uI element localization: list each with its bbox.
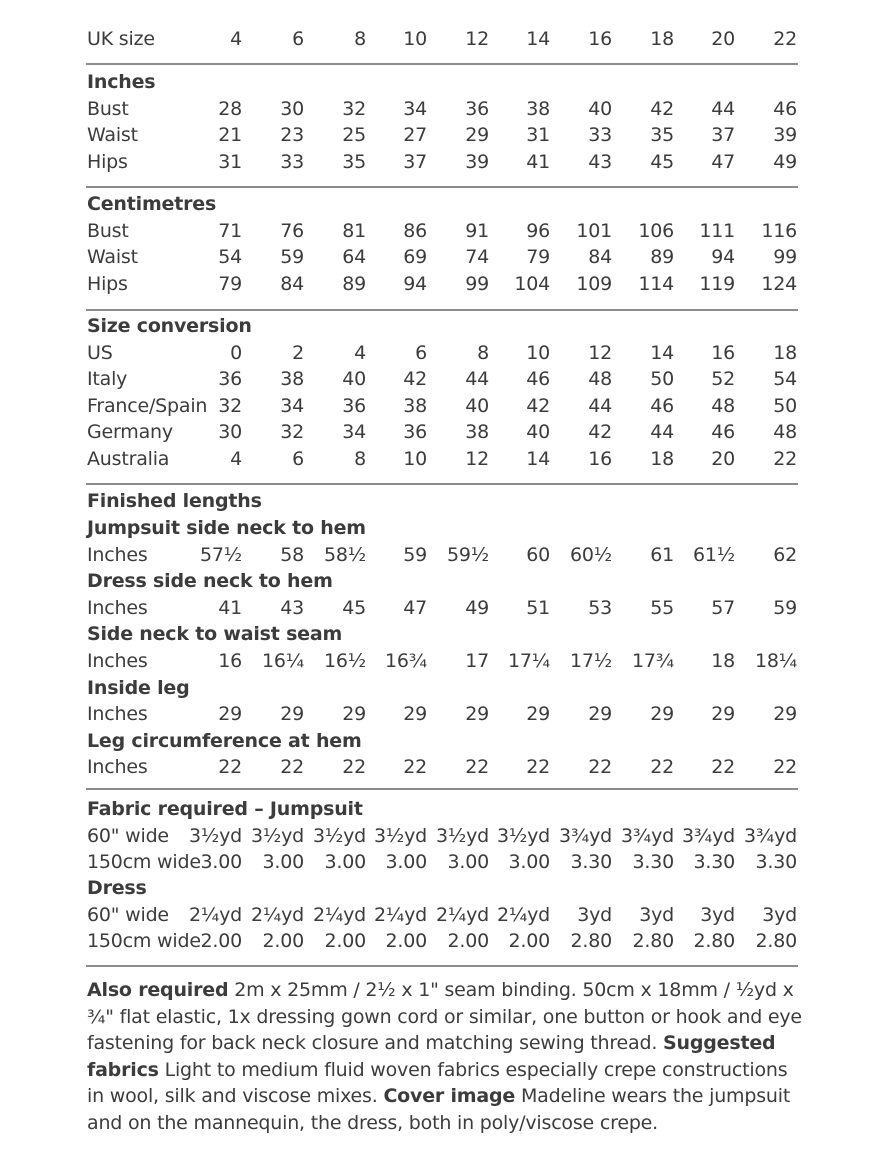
finished-row-cell: 22 <box>465 756 489 779</box>
finished-row-cell: 62 <box>773 543 797 566</box>
finished-row-cell: 16½ <box>324 650 366 672</box>
inches-row-cell: 43 <box>588 150 612 173</box>
conversion-row-cell: 46 <box>711 421 735 444</box>
uk-size-header-cell: 16 <box>588 28 612 50</box>
conversion-row-cell: 34 <box>280 394 304 417</box>
centimetres-row-cell: 116 <box>761 219 797 242</box>
fabric-dress-row-cell: 3yd <box>639 903 674 926</box>
centimetres-row-cell: 81 <box>342 219 366 242</box>
conversion-row-cell: 38 <box>280 368 304 391</box>
row-label: Waist <box>87 124 138 147</box>
fabric-jumpsuit-row-cell: 3.00 <box>385 851 427 874</box>
conversion-row-cell: 30 <box>218 421 242 444</box>
section-title-size-conversion: Size conversion <box>87 315 252 337</box>
uk-size-header-cell: 20 <box>711 28 735 50</box>
fabric-dress-row-cell: 2.80 <box>570 930 612 953</box>
inches-row-cell: 35 <box>342 150 366 173</box>
inches-row-cell: 33 <box>280 150 304 173</box>
finished-row-cell: 41 <box>218 596 242 619</box>
row-label: 60" wide <box>87 824 169 847</box>
inches-row-cell: 37 <box>403 150 427 173</box>
row-label: Inches <box>87 596 148 619</box>
finished-row-cell: 60½ <box>570 543 612 566</box>
inches-row-cell: 36 <box>465 97 489 120</box>
centimetres-row-cell: 114 <box>638 272 674 295</box>
finished-row-cell: 22 <box>403 756 427 779</box>
row-label: Inches <box>87 650 148 672</box>
finished-row-cell: 17½ <box>570 650 612 672</box>
conversion-row-cell: 14 <box>650 341 674 364</box>
conversion-row-cell: 40 <box>465 394 489 417</box>
finished-row-cell: 49 <box>465 596 489 619</box>
centimetres-row-cell: 119 <box>699 272 735 295</box>
finished-row-cell: 29 <box>773 703 797 726</box>
row-label: Germany <box>87 421 173 444</box>
finished-row-cell: 22 <box>650 756 674 779</box>
conversion-row-cell: 52 <box>711 368 735 391</box>
fabric-jumpsuit-row-cell: 3.00 <box>324 851 366 874</box>
fabric-jumpsuit-row-cell: 3.00 <box>447 851 489 874</box>
conversion-row-cell: 48 <box>711 394 735 417</box>
conversion-row-cell: 8 <box>354 448 366 470</box>
centimetres-row-cell: 99 <box>465 272 489 295</box>
fabric-jumpsuit-row-cell: 3¾yd <box>681 824 735 847</box>
finished-row-cell: 29 <box>526 703 550 726</box>
fabric-dress-row-cell: 2¼yd <box>373 903 427 926</box>
conversion-row-cell: 48 <box>588 368 612 391</box>
finished-row-cell: 45 <box>342 596 366 619</box>
section-title-finished-lengths: Finished lengths <box>87 490 262 512</box>
fabric-dress-row-cell: 2¼yd <box>496 903 550 926</box>
fabric-jumpsuit-row-cell: 3½yd <box>188 824 242 847</box>
conversion-row-cell: 50 <box>650 368 674 391</box>
finished-row-cell: 17¾ <box>632 650 674 672</box>
uk-size-header-cell: 18 <box>650 28 674 50</box>
finished-row-cell: 29 <box>218 703 242 726</box>
finished-row-cell: 43 <box>280 596 304 619</box>
fabric-jumpsuit-row-cell: 3.00 <box>508 851 550 874</box>
also-required-text: 2m x 25mm / 2½ x 1" seam binding. 50cm x 18mm / ½yd x ¾" flat elastic, 1x dressing gown cord or similar, one button or hook and eye fastening for back neck closure and matching sewing thread. <box>87 979 802 1054</box>
centimetres-row-cell: 94 <box>711 246 735 269</box>
fabric-dress-row-cell: 2.80 <box>632 930 674 953</box>
finished-row-cell: 58 <box>280 543 304 566</box>
divider <box>86 63 798 65</box>
finished-row-cell: 22 <box>280 756 304 779</box>
conversion-row-cell: 50 <box>773 394 797 417</box>
finished-row-cell: 59½ <box>447 543 489 566</box>
row-label: Bust <box>87 219 129 242</box>
inches-row-cell: 40 <box>588 97 612 120</box>
inches-row-cell: 21 <box>218 124 242 147</box>
centimetres-row-cell: 79 <box>218 272 242 295</box>
finished-row-cell: 22 <box>342 756 366 779</box>
inches-row-cell: 37 <box>711 124 735 147</box>
centimetres-row-cell: 54 <box>218 246 242 269</box>
centimetres-row-cell: 96 <box>526 219 550 242</box>
notes-paragraph <box>87 977 807 1136</box>
centimetres-row-cell: 111 <box>699 219 735 242</box>
centimetres-row-cell: 76 <box>280 219 304 242</box>
conversion-row-cell: 6 <box>415 341 427 364</box>
finished-row-cell: 22 <box>711 756 735 779</box>
inches-row-cell: 41 <box>526 150 550 173</box>
centimetres-row-cell: 109 <box>576 272 612 295</box>
fabric-jumpsuit-row-cell: 3.30 <box>693 851 735 874</box>
row-label: Hips <box>87 272 128 295</box>
centimetres-row-cell: 84 <box>280 272 304 295</box>
conversion-row-cell: 14 <box>526 448 550 470</box>
uk-size-header-cell: 12 <box>465 28 489 50</box>
fabric-jumpsuit-row-cell: 3.00 <box>200 851 242 874</box>
conversion-row-cell: 20 <box>711 448 735 470</box>
inches-row-cell: 42 <box>650 97 674 120</box>
conversion-row-cell: 32 <box>218 394 242 417</box>
fabric-dress-row-cell: 3yd <box>577 903 612 926</box>
conversion-row-cell: 40 <box>342 368 366 391</box>
centimetres-row-cell: 59 <box>280 246 304 269</box>
fabric-jumpsuit-row-cell: 3.30 <box>570 851 612 874</box>
centimetres-row-cell: 94 <box>403 272 427 295</box>
inches-row-cell: 32 <box>342 97 366 120</box>
conversion-row-cell: 44 <box>465 368 489 391</box>
fabric-dress-row-cell: 2¼yd <box>435 903 489 926</box>
row-label: Australia <box>87 448 170 470</box>
conversion-row-cell: 12 <box>588 341 612 364</box>
finished-row-cell: 53 <box>588 596 612 619</box>
inches-row-cell: 38 <box>526 97 550 120</box>
fabric-jumpsuit-row-cell: 3.30 <box>632 851 674 874</box>
conversion-row-cell: 46 <box>526 368 550 391</box>
fabric-jumpsuit-row-cell: 3¾yd <box>558 824 612 847</box>
divider <box>86 309 798 311</box>
finished-row-cell: 17 <box>465 650 489 672</box>
fabric-dress-row-cell: 3yd <box>762 903 797 926</box>
centimetres-row-cell: 71 <box>218 219 242 242</box>
inches-row-cell: 31 <box>526 124 550 147</box>
conversion-row-cell: 46 <box>650 394 674 417</box>
inches-row-cell: 30 <box>280 97 304 120</box>
suggested-fabrics-label: Suggested fabrics <box>87 1032 776 1081</box>
centimetres-row-cell: 86 <box>403 219 427 242</box>
conversion-row-cell: 36 <box>342 394 366 417</box>
fabric-jumpsuit-row-cell: 3½yd <box>496 824 550 847</box>
cover-image-label: Cover image <box>383 1085 516 1107</box>
measurement-heading: Inside leg <box>87 676 190 699</box>
measurement-heading: Leg circumference at hem <box>87 729 362 752</box>
inches-row-cell: 39 <box>773 124 797 147</box>
centimetres-row-cell: 124 <box>761 272 797 295</box>
inches-row-cell: 29 <box>465 124 489 147</box>
finished-row-cell: 55 <box>650 596 674 619</box>
fabric-jumpsuit-row-cell: 3½yd <box>250 824 304 847</box>
finished-row-cell: 29 <box>588 703 612 726</box>
finished-row-cell: 57 <box>711 596 735 619</box>
row-label: Inches <box>87 703 148 726</box>
finished-row-cell: 29 <box>711 703 735 726</box>
fabric-jumpsuit-row-cell: 3½yd <box>435 824 489 847</box>
finished-row-cell: 17¼ <box>508 650 550 672</box>
fabric-dress-row-cell: 2¼yd <box>312 903 366 926</box>
finished-row-cell: 22 <box>526 756 550 779</box>
fabric-dress-row-cell: 2¼yd <box>188 903 242 926</box>
finished-row-cell: 22 <box>773 756 797 779</box>
uk-size-header-cell: 22 <box>773 28 797 50</box>
conversion-row-cell: 42 <box>526 394 550 417</box>
uk-size-header-cell: 14 <box>526 28 550 50</box>
finished-row-cell: 18 <box>711 650 735 672</box>
cover-image-text: Madeline wears the jumpsuit and on the mannequin, the dress, both in poly/viscose crepe. <box>87 1085 791 1134</box>
finished-row-cell: 16 <box>218 650 242 672</box>
section-title-inches: Inches <box>87 71 156 93</box>
centimetres-row-cell: 104 <box>514 272 550 295</box>
measurement-heading: Jumpsuit side neck to hem <box>87 517 366 539</box>
conversion-row-cell: 2 <box>292 341 304 364</box>
conversion-row-cell: 12 <box>465 448 489 470</box>
finished-row-cell: 29 <box>403 703 427 726</box>
divider <box>86 186 798 188</box>
finished-row-cell: 51 <box>526 596 550 619</box>
conversion-row-cell: 44 <box>650 421 674 444</box>
finished-row-cell: 22 <box>588 756 612 779</box>
conversion-row-cell: 4 <box>230 448 242 470</box>
conversion-row-cell: 38 <box>403 394 427 417</box>
centimetres-row-cell: 69 <box>403 246 427 269</box>
section-title-dress: Dress <box>87 877 147 899</box>
row-label: France/Spain <box>87 394 208 417</box>
finished-row-cell: 57½ <box>200 543 242 566</box>
conversion-row-cell: 4 <box>354 341 366 364</box>
row-label: 150cm wide <box>87 851 201 874</box>
finished-row-cell: 16¼ <box>262 650 304 672</box>
fabric-dress-row-cell: 3yd <box>700 903 735 926</box>
inches-row-cell: 28 <box>218 97 242 120</box>
section-title-fabric-jumpsuit: Fabric required – Jumpsuit <box>87 798 363 820</box>
centimetres-row-cell: 74 <box>465 246 489 269</box>
fabric-dress-row-cell: 2.80 <box>693 930 735 953</box>
row-label: 150cm wide <box>87 930 201 953</box>
finished-row-cell: 60 <box>526 543 550 566</box>
conversion-row-cell: 32 <box>280 421 304 444</box>
centimetres-row-cell: 89 <box>650 246 674 269</box>
uk-size-header-cell: 6 <box>292 28 304 50</box>
row-label: 60" wide <box>87 903 169 926</box>
conversion-row-cell: 42 <box>403 368 427 391</box>
conversion-row-cell: 18 <box>650 448 674 470</box>
suggested-fabrics-text: Light to medium fluid woven fabrics especially crepe constructions in wool, silk and viscose mixes. <box>87 1058 788 1107</box>
finished-row-cell: 61 <box>650 543 674 566</box>
finished-row-cell: 29 <box>650 703 674 726</box>
inches-row-cell: 44 <box>711 97 735 120</box>
finished-row-cell: 29 <box>342 703 366 726</box>
centimetres-row-cell: 64 <box>342 246 366 269</box>
inches-row-cell: 39 <box>465 150 489 173</box>
row-label: Inches <box>87 543 148 566</box>
inches-row-cell: 25 <box>342 124 366 147</box>
uk-size-header-cell: 8 <box>354 28 366 50</box>
inches-row-cell: 45 <box>650 150 674 173</box>
finished-row-cell: 29 <box>465 703 489 726</box>
also-required-label: Also required <box>87 979 229 1001</box>
uk-size-label: UK size <box>87 28 155 50</box>
fabric-jumpsuit-row-cell: 3.30 <box>755 851 797 874</box>
measurement-heading: Side neck to waist seam <box>87 623 343 646</box>
conversion-row-cell: 54 <box>773 368 797 391</box>
finished-row-cell: 61½ <box>693 543 735 566</box>
divider <box>86 788 798 790</box>
row-label: US <box>87 341 113 364</box>
fabric-dress-row-cell: 2.00 <box>262 930 304 953</box>
centimetres-row-cell: 79 <box>526 246 550 269</box>
row-label: Waist <box>87 246 138 269</box>
conversion-row-cell: 16 <box>711 341 735 364</box>
conversion-row-cell: 36 <box>218 368 242 391</box>
uk-size-header-cell: 10 <box>403 28 427 50</box>
row-label: Hips <box>87 150 128 173</box>
conversion-row-cell: 44 <box>588 394 612 417</box>
conversion-row-cell: 10 <box>403 448 427 470</box>
conversion-row-cell: 22 <box>773 448 797 470</box>
fabric-jumpsuit-row-cell: 3¾yd <box>743 824 797 847</box>
fabric-dress-row-cell: 2¼yd <box>250 903 304 926</box>
divider <box>86 965 798 967</box>
conversion-row-cell: 18 <box>773 341 797 364</box>
centimetres-row-cell: 84 <box>588 246 612 269</box>
inches-row-cell: 31 <box>218 150 242 173</box>
conversion-row-cell: 10 <box>526 341 550 364</box>
finished-row-cell: 22 <box>218 756 242 779</box>
centimetres-row-cell: 106 <box>638 219 674 242</box>
finished-row-cell: 47 <box>403 596 427 619</box>
finished-row-cell: 59 <box>773 596 797 619</box>
inches-row-cell: 27 <box>403 124 427 147</box>
fabric-jumpsuit-row-cell: 3.00 <box>262 851 304 874</box>
conversion-row-cell: 34 <box>342 421 366 444</box>
conversion-row-cell: 48 <box>773 421 797 444</box>
conversion-row-cell: 40 <box>526 421 550 444</box>
fabric-dress-row-cell: 2.80 <box>755 930 797 953</box>
row-label: Bust <box>87 97 129 120</box>
conversion-row-cell: 0 <box>230 341 242 364</box>
centimetres-row-cell: 101 <box>576 219 612 242</box>
conversion-row-cell: 8 <box>477 341 489 364</box>
fabric-dress-row-cell: 2.00 <box>324 930 366 953</box>
fabric-jumpsuit-row-cell: 3½yd <box>373 824 427 847</box>
divider <box>86 483 798 485</box>
finished-row-cell: 29 <box>280 703 304 726</box>
conversion-row-cell: 6 <box>292 448 304 470</box>
conversion-row-cell: 38 <box>465 421 489 444</box>
inches-row-cell: 34 <box>403 97 427 120</box>
conversion-row-cell: 36 <box>403 421 427 444</box>
conversion-row-cell: 42 <box>588 421 612 444</box>
finished-row-cell: 18¼ <box>755 650 797 672</box>
inches-row-cell: 47 <box>711 150 735 173</box>
finished-row-cell: 58½ <box>324 543 366 566</box>
fabric-dress-row-cell: 2.00 <box>385 930 427 953</box>
fabric-dress-row-cell: 2.00 <box>447 930 489 953</box>
section-title-centimetres: Centimetres <box>87 193 217 215</box>
fabric-dress-row-cell: 2.00 <box>508 930 550 953</box>
row-label: Inches <box>87 756 148 779</box>
centimetres-row-cell: 99 <box>773 246 797 269</box>
inches-row-cell: 35 <box>650 124 674 147</box>
finished-row-cell: 59 <box>403 543 427 566</box>
inches-row-cell: 46 <box>773 97 797 120</box>
inches-row-cell: 49 <box>773 150 797 173</box>
fabric-jumpsuit-row-cell: 3¾yd <box>620 824 674 847</box>
uk-size-header-cell: 4 <box>230 28 242 50</box>
finished-row-cell: 16¾ <box>385 650 427 672</box>
conversion-row-cell: 16 <box>588 448 612 470</box>
centimetres-row-cell: 91 <box>465 219 489 242</box>
inches-row-cell: 33 <box>588 124 612 147</box>
inches-row-cell: 23 <box>280 124 304 147</box>
fabric-dress-row-cell: 2.00 <box>200 930 242 953</box>
centimetres-row-cell: 89 <box>342 272 366 295</box>
row-label: Italy <box>87 368 128 391</box>
measurement-heading: Dress side neck to hem <box>87 570 333 593</box>
fabric-jumpsuit-row-cell: 3½yd <box>312 824 366 847</box>
